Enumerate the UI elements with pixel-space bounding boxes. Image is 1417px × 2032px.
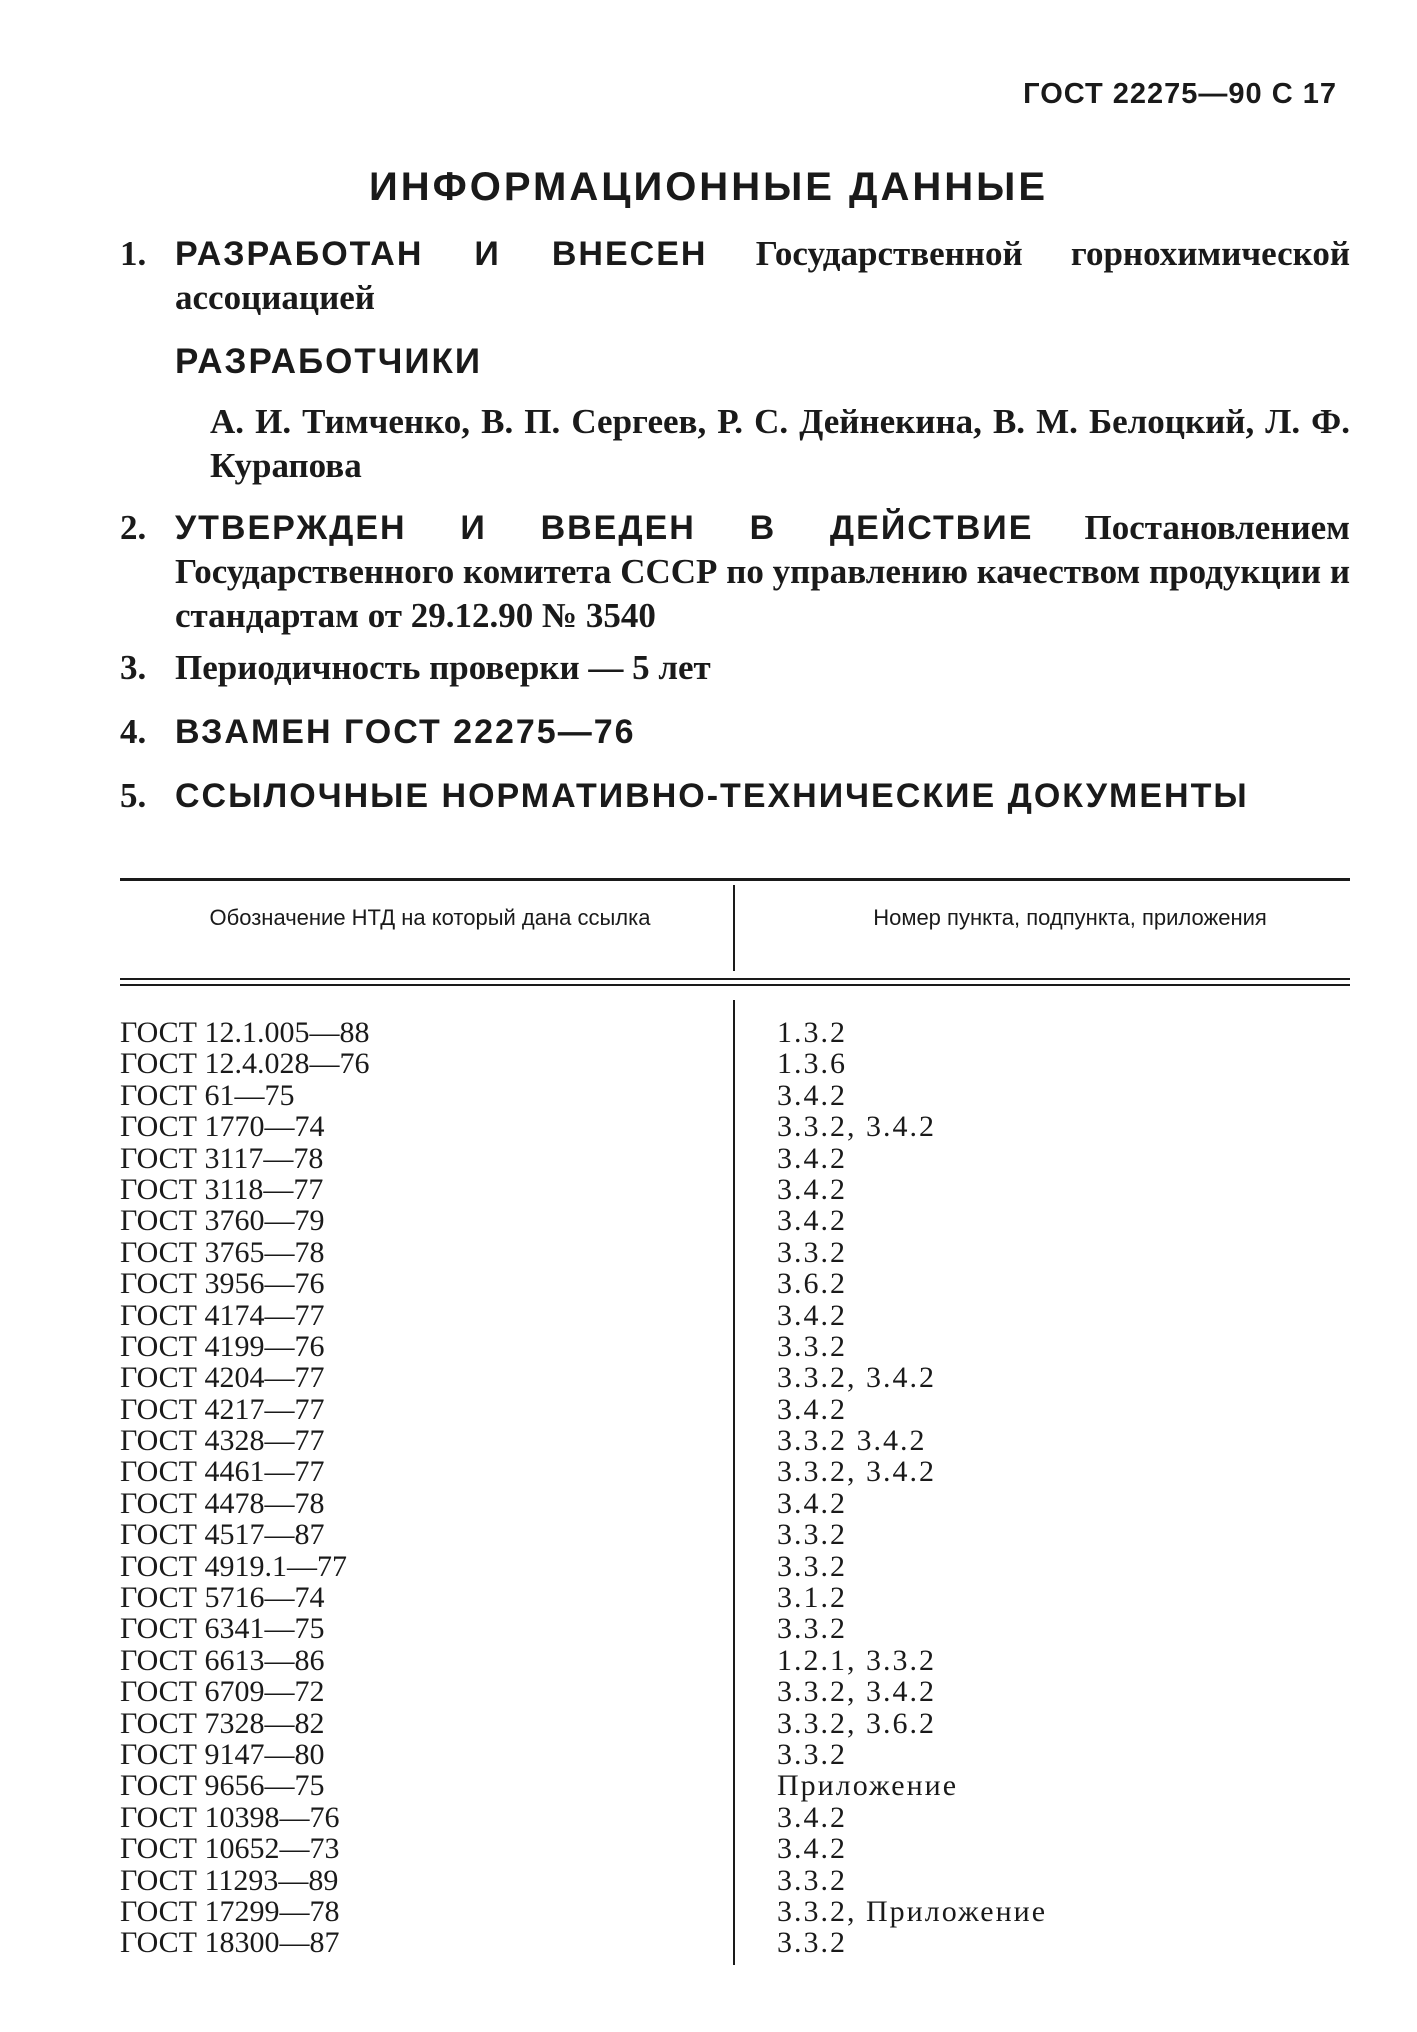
table-cell-reference: 3.4.2 [777, 1392, 847, 1426]
table-cell-document: ГОСТ 4328—77 [120, 1424, 325, 1458]
table-cell-reference: 1.3.6 [777, 1047, 847, 1081]
table-cell-reference: 3.4.2 [777, 1204, 847, 1238]
table-cell-document: ГОСТ 18300—87 [120, 1926, 340, 1960]
section-1-heading: РАЗРАБОТАН И ВНЕСЕН [175, 235, 708, 273]
section-5 [120, 774, 1350, 818]
table-cell-document: ГОСТ 6341—75 [120, 1612, 325, 1646]
developers-heading: РАЗРАБОТЧИКИ [175, 342, 483, 381]
table-cell-reference: 3.3.2, 3.4.2 [777, 1361, 936, 1395]
table-row [120, 1551, 1350, 1582]
table-cell-reference: 3.3.2, 3.4.2 [777, 1675, 936, 1709]
section-2 [120, 506, 1350, 638]
section-2-heading: УТВЕРЖДЕН И ВВЕДЕН В ДЕЙСТВИЕ [175, 509, 1034, 547]
table-cell-reference: 3.3.2, 3.4.2 [777, 1455, 936, 1489]
table-row [120, 1268, 1350, 1299]
table-top-rule [120, 878, 1350, 881]
table-cell-document: ГОСТ 10652—73 [120, 1832, 340, 1866]
table-row [120, 1331, 1350, 1362]
table-cell-reference: 1.2.1, 3.3.2 [777, 1643, 936, 1677]
table-cell-reference: 3.3.2 [777, 1329, 847, 1363]
table-row [120, 1080, 1350, 1111]
table-cell-document: ГОСТ 12.1.005—88 [120, 1016, 370, 1049]
table-row [120, 1048, 1350, 1079]
section-3 [120, 646, 1350, 690]
page-header: ГОСТ 22275—90 С 17 [1023, 78, 1337, 110]
table-cell-document: ГОСТ 4461—77 [120, 1455, 325, 1489]
table-row [120, 1708, 1350, 1739]
table-row [120, 1896, 1350, 1927]
table-cell-document: ГОСТ 6709—72 [120, 1675, 325, 1709]
table-col2-header: Номер пункта, подпункта, приложения [873, 905, 1267, 930]
table-cell-reference: 3.3.2 [777, 1549, 847, 1583]
table-row [120, 1927, 1350, 1958]
table-header-rule-2 [120, 984, 1350, 986]
table-cell-reference: 3.4.2 [777, 1832, 847, 1866]
table-cell-reference: 3.3.2 [777, 1737, 847, 1771]
table-cell-document: ГОСТ 17299—78 [120, 1894, 340, 1928]
table-cell-document: ГОСТ 9656—75 [120, 1769, 325, 1803]
table-cell-document: ГОСТ 5716—74 [120, 1581, 325, 1615]
table-row [120, 1237, 1350, 1268]
table-cell-document: ГОСТ 4919.1—77 [120, 1549, 347, 1583]
table-row [120, 1770, 1350, 1801]
table-cell-document: ГОСТ 3760—79 [120, 1204, 325, 1238]
table-cell-reference: Приложение [777, 1769, 959, 1803]
table-cell-reference: 3.3.2 3.4.2 [777, 1424, 927, 1458]
table-cell-reference: 3.4.2 [777, 1486, 847, 1520]
table-header-divider [733, 885, 735, 971]
section-5-number: 5. [120, 776, 147, 815]
developers-names: А. И. Тимченко, В. П. Сергеев, Р. С. Дейнекина, В. М. Белоцкий, Л. Ф. Курапова [210, 402, 1350, 485]
table-cell-document: ГОСТ 4517—87 [120, 1518, 325, 1552]
table-row [120, 1111, 1350, 1142]
table-row [120, 1174, 1350, 1205]
table-cell-document: ГОСТ 12.4.028—76 [120, 1047, 370, 1081]
table-cell-reference: 3.4.2 [777, 1078, 847, 1112]
table-row [120, 1865, 1350, 1896]
table-row [120, 1456, 1350, 1487]
table-row [120, 1833, 1350, 1864]
table-cell-document: ГОСТ 3765—78 [120, 1235, 325, 1269]
section-2-text: Постановлением Государственного комитета СССР по управлению качеством продукции и стандартам от 29.12.90 № 3540 [175, 508, 1351, 635]
table-cell-document: ГОСТ 4199—76 [120, 1329, 325, 1363]
table-cell-reference: 3.6.2 [777, 1267, 847, 1301]
table-cell-document: ГОСТ 3956—76 [120, 1267, 325, 1301]
table-cell-document: ГОСТ 4478—78 [120, 1486, 325, 1520]
table-cell-reference: 3.4.2 [777, 1800, 847, 1834]
table-row [120, 1017, 1350, 1048]
table-cell-document: ГОСТ 4174—77 [120, 1298, 325, 1332]
section-5-heading: ССЫЛОЧНЫЕ НОРМАТИВНО-ТЕХНИЧЕСКИЕ ДОКУМЕНТЫ [175, 777, 1249, 815]
table-body [120, 1017, 1350, 1959]
section-4 [120, 710, 1350, 754]
table-row [120, 1362, 1350, 1393]
table-row [120, 1739, 1350, 1770]
table-cell-reference: 3.3.2, 3.6.2 [777, 1706, 936, 1740]
table-cell-reference: 3.3.2, Приложение [777, 1894, 1048, 1928]
table-cell-reference: 1.3.2 [777, 1016, 847, 1049]
table-cell-reference: 3.4.2 [777, 1298, 847, 1332]
table-row [120, 1394, 1350, 1425]
table-row [120, 1488, 1350, 1519]
table-row [120, 1676, 1350, 1707]
table-row [120, 1802, 1350, 1833]
table-row [120, 1300, 1350, 1331]
table-cell-document: ГОСТ 3118—77 [120, 1172, 324, 1206]
section-1 [120, 232, 1350, 320]
table-cell-reference: 3.1.2 [777, 1581, 847, 1615]
table-row [120, 1143, 1350, 1174]
table-cell-document: ГОСТ 3117—78 [120, 1141, 324, 1175]
table-row [120, 1425, 1350, 1456]
table-row [120, 1582, 1350, 1613]
table-cell-document: ГОСТ 61—75 [120, 1078, 295, 1112]
table-cell-document: ГОСТ 1770—74 [120, 1110, 325, 1144]
section-4-number: 4. [120, 712, 147, 751]
table-cell-document: ГОСТ 9147—80 [120, 1737, 325, 1771]
table-cell-document: ГОСТ 11293—89 [120, 1863, 339, 1897]
table-col1-header: Обозначение НТД на который дана ссылка [209, 905, 651, 930]
table-cell-reference: 3.3.2 [777, 1926, 847, 1960]
page-title: ИНФОРМАЦИОННЫЕ ДАННЫЕ [368, 165, 1049, 209]
table-cell-reference: 3.4.2 [777, 1141, 847, 1175]
table-cell-document: ГОСТ 6613—86 [120, 1643, 325, 1677]
section-3-number: 3. [120, 648, 147, 687]
table-cell-document: ГОСТ 10398—76 [120, 1800, 340, 1834]
table-cell-document: ГОСТ 4204—77 [120, 1361, 325, 1395]
table-cell-reference: 3.3.2 [777, 1235, 847, 1269]
table-cell-reference: 3.3.2 [777, 1612, 847, 1646]
table-header-rule-1 [120, 978, 1350, 980]
section-3-text: Периодичность проверки — 5 лет [175, 648, 711, 687]
table-row [120, 1613, 1350, 1644]
table-cell-reference: 3.3.2 [777, 1518, 847, 1552]
section-1-number: 1. [120, 234, 147, 273]
section-2-number: 2. [120, 508, 147, 547]
table-cell-document: ГОСТ 7328—82 [120, 1706, 325, 1740]
table-cell-document: ГОСТ 4217—77 [120, 1392, 325, 1426]
section-1-text: Государственной горнохимической ассоциацией [175, 234, 1350, 317]
table-cell-reference: 3.3.2, 3.4.2 [777, 1110, 936, 1144]
table-row [120, 1645, 1350, 1676]
table-row [120, 1205, 1350, 1236]
table-cell-reference: 3.3.2 [777, 1863, 847, 1897]
table-cell-reference: 3.4.2 [777, 1172, 847, 1206]
table-row [120, 1519, 1350, 1550]
section-4-heading: ВЗАМЕН ГОСТ 22275—76 [175, 713, 636, 751]
